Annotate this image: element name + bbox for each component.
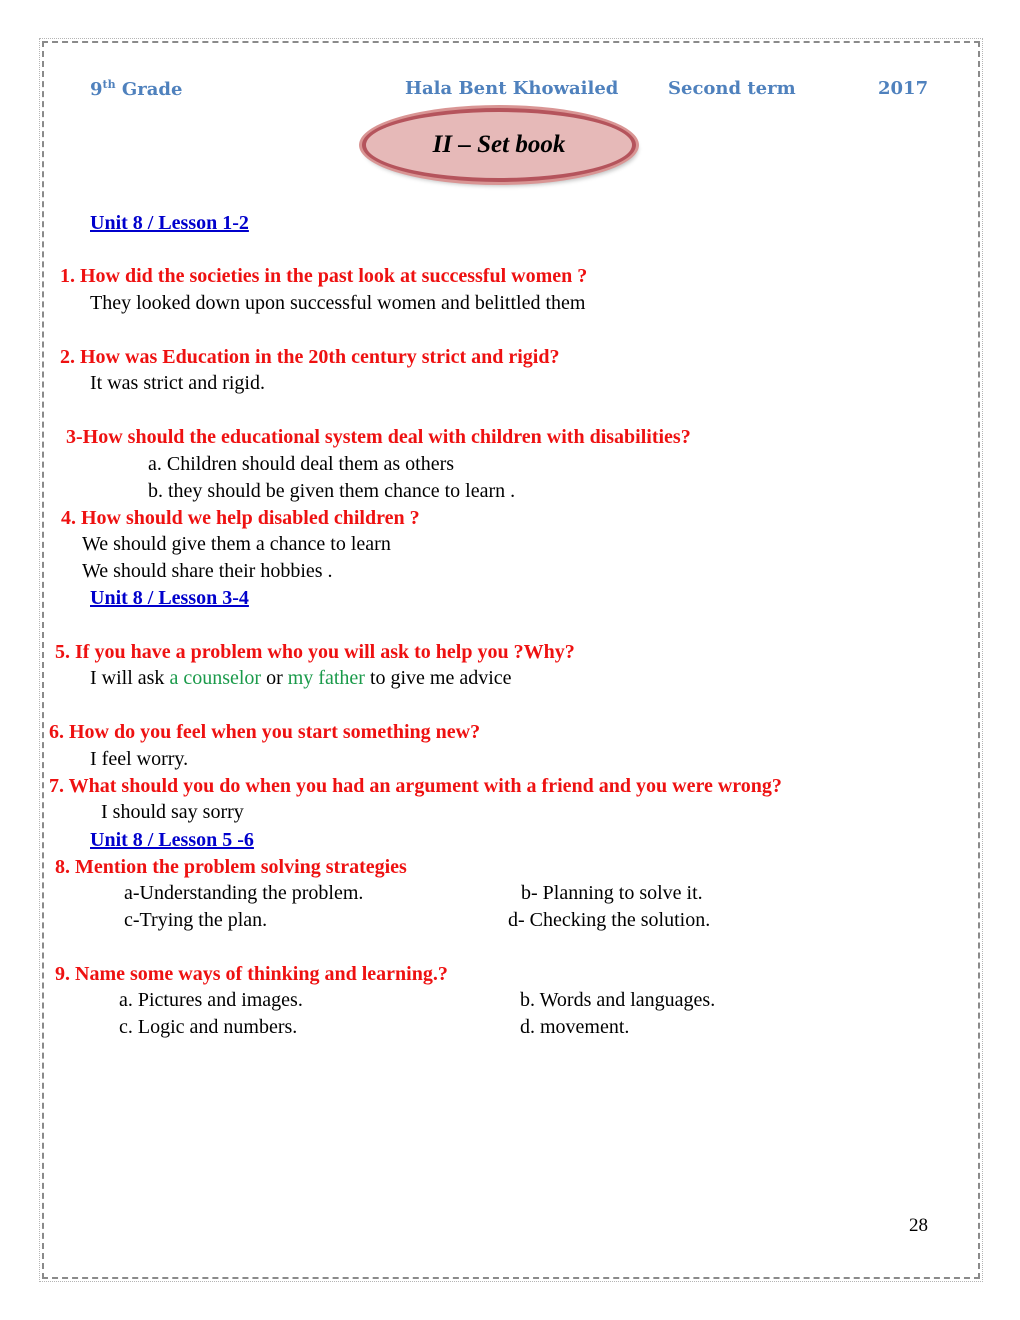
answer-5: I will ask a counselor or my father to give me advice bbox=[90, 667, 512, 689]
question-6: 6. How do you feel when you start something new? bbox=[49, 721, 481, 743]
unit-heading-1: Unit 8 / Lesson 1-2 bbox=[90, 212, 249, 234]
answer-8d: d- Checking the solution. bbox=[508, 909, 711, 931]
section-title: II – Set book bbox=[432, 131, 566, 158]
answer-9d: d. movement. bbox=[520, 1016, 630, 1038]
answer-3b: b. they should be given them chance to learn . bbox=[148, 480, 516, 502]
answer-3a: a. Children should deal them as others bbox=[148, 453, 455, 475]
answer-7: I should say sorry bbox=[101, 801, 244, 823]
question-7: 7. What should you do when you had an argument with a friend and you were wrong? bbox=[49, 775, 782, 797]
header-grade: 9th Grade bbox=[90, 78, 183, 100]
answer-6: I feel worry. bbox=[90, 748, 189, 770]
question-3: 3-How should the educational system deal with children with disabilities? bbox=[66, 426, 691, 448]
section-title-badge bbox=[362, 108, 636, 182]
answer-4b: We should share their hobbies . bbox=[82, 560, 333, 582]
question-4: 4. How should we help disabled children ? bbox=[61, 507, 420, 529]
header-term: Second term bbox=[668, 78, 796, 99]
question-5: 5. If you have a problem who you will ask to help you ?Why? bbox=[55, 641, 575, 663]
answer-5-highlight-counselor: a counselor bbox=[169, 667, 262, 689]
unit-heading-3: Unit 8 / Lesson 5 -6 bbox=[90, 829, 254, 851]
question-9: 9. Name some ways of thinking and learning.? bbox=[55, 963, 448, 985]
unit-heading-2: Unit 8 / Lesson 3-4 bbox=[90, 587, 249, 609]
header-school: Hala Bent Khowailed bbox=[405, 78, 619, 99]
answer-8b: b- Planning to solve it. bbox=[521, 882, 703, 904]
answer-4a: We should give them a chance to learn bbox=[82, 533, 391, 555]
answer-1: They looked down upon successful women and belittled them bbox=[90, 292, 586, 314]
answer-5-highlight-father: my father bbox=[287, 667, 365, 689]
answer-8c: c-Trying the plan. bbox=[124, 909, 268, 931]
question-1: 1. How did the societies in the past look at successful women ? bbox=[60, 265, 588, 287]
page-number: 28 bbox=[909, 1215, 928, 1236]
answer-2: It was strict and rigid. bbox=[90, 372, 265, 394]
answer-9b: b. Words and languages. bbox=[520, 989, 716, 1011]
answer-9a: a. Pictures and images. bbox=[119, 989, 303, 1011]
answer-9c: c. Logic and numbers. bbox=[119, 1016, 298, 1038]
question-2: 2. How was Education in the 20th century strict and rigid? bbox=[60, 346, 560, 368]
header-year: 2017 bbox=[878, 78, 929, 99]
answer-8a: a-Understanding the problem. bbox=[124, 882, 364, 904]
question-8: 8. Mention the problem solving strategies bbox=[55, 856, 407, 878]
